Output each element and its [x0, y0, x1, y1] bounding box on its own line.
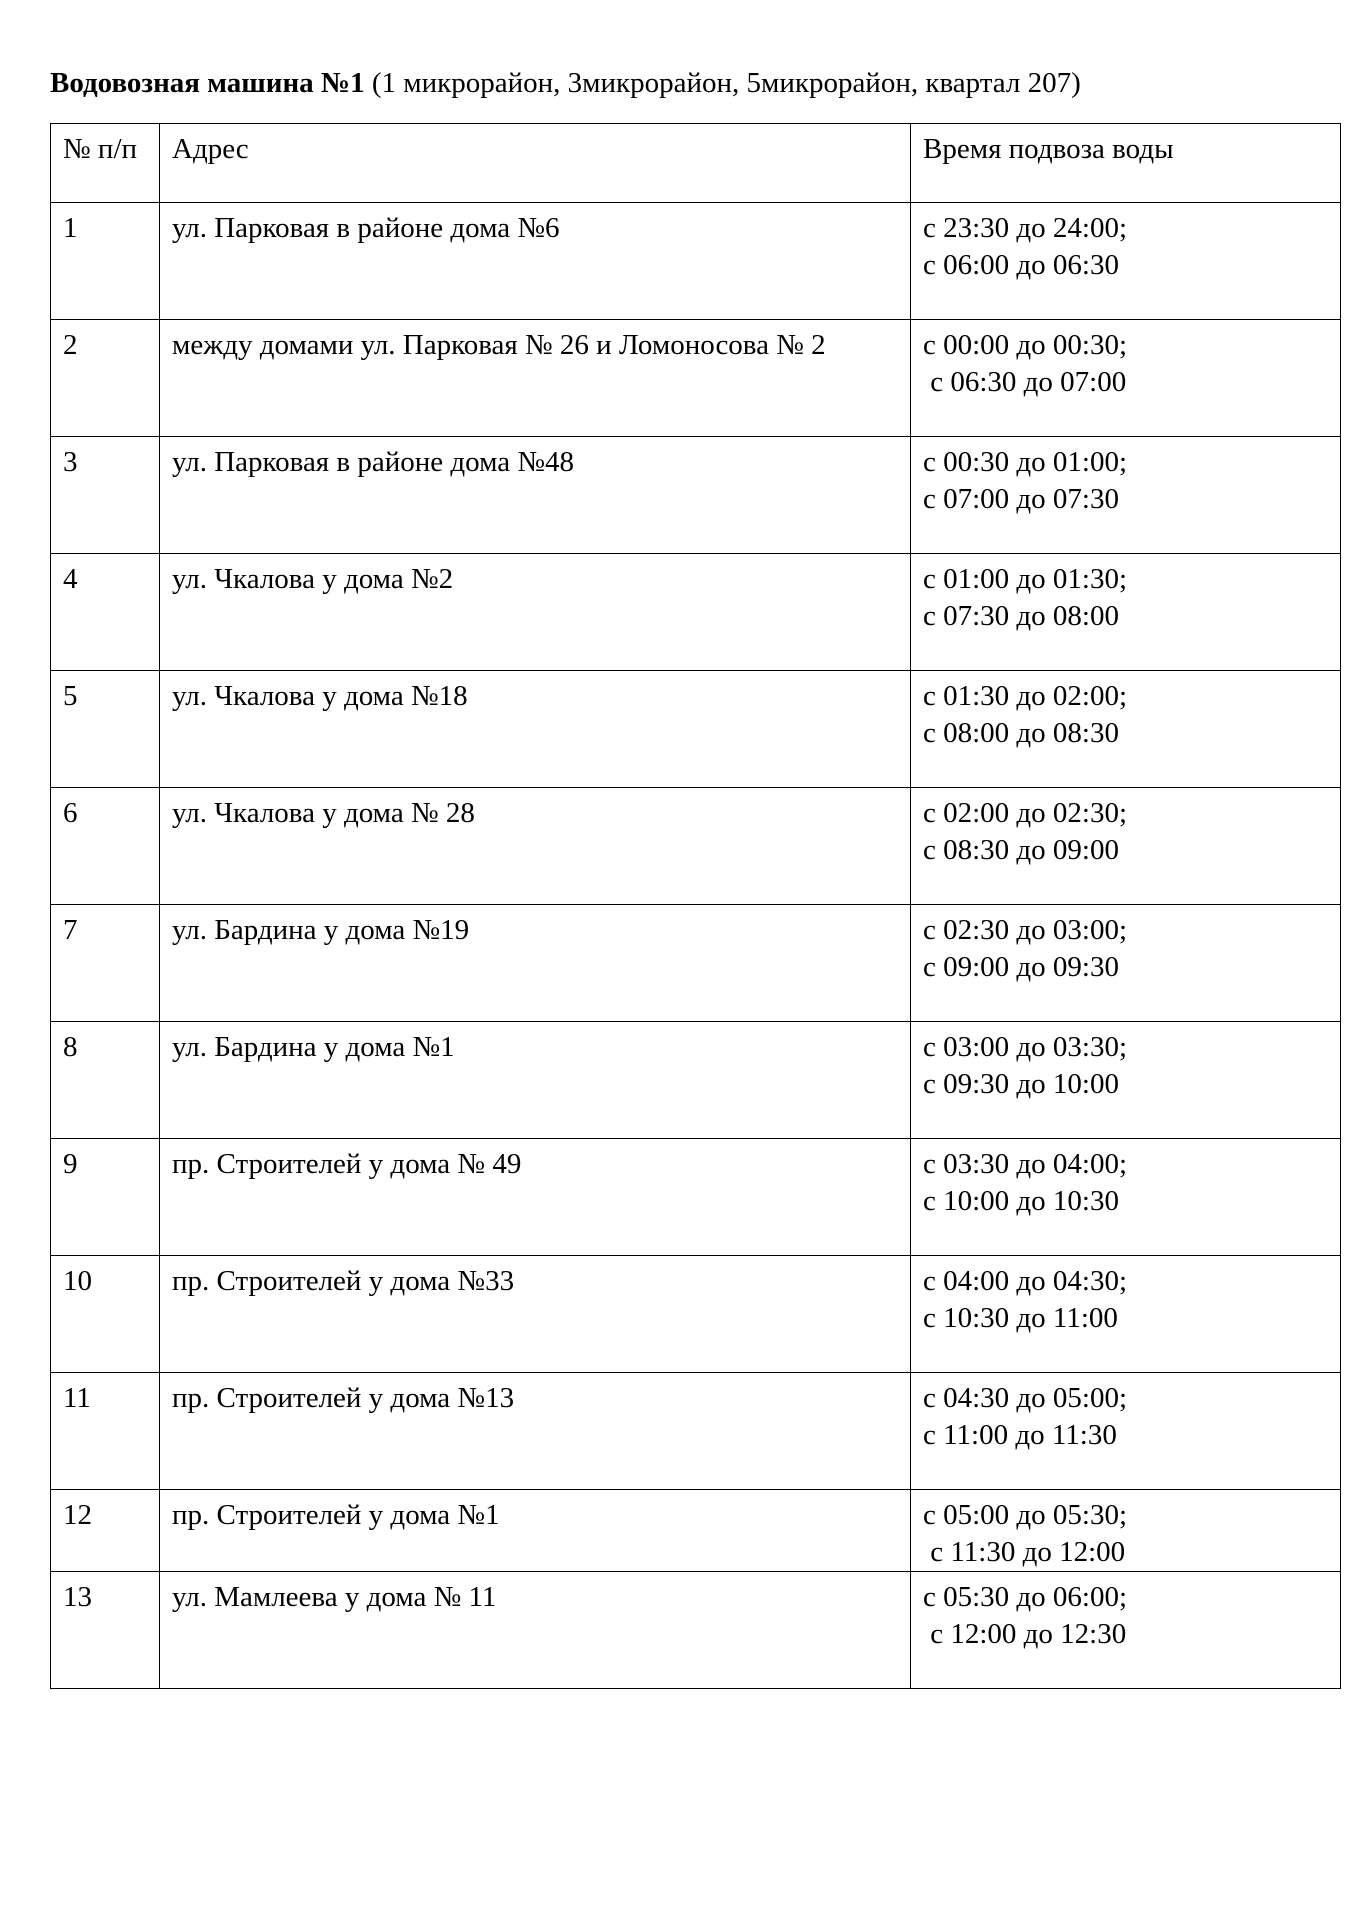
time-slot: с 00:30 до 01:00; — [923, 446, 1128, 478]
time-slot: с 05:00 до 05:30; — [923, 1499, 1128, 1531]
table-row — [51, 1572, 1341, 1689]
table-row — [51, 320, 1341, 437]
heading-districts: (1 микрорайон, 3микрорайон, 5микрорайон, квартал 207) — [364, 67, 1081, 99]
row-address: ул. Бардина у дома №19 — [160, 905, 911, 1022]
time-slot: с 10:00 до 10:30 — [923, 1185, 1119, 1217]
row-number: 5 — [51, 671, 160, 788]
row-address: ул. Парковая в районе дома №48 — [160, 437, 911, 554]
row-number: 10 — [51, 1256, 160, 1373]
time-slot: с 02:00 до 02:30; — [923, 797, 1128, 829]
time-slot: с 09:30 до 10:00 — [923, 1068, 1119, 1100]
table-row — [51, 1256, 1341, 1373]
table-row — [51, 1139, 1341, 1256]
time-slot: с 04:30 до 05:00; — [923, 1382, 1128, 1414]
row-number: 13 — [51, 1572, 160, 1689]
row-address: пр. Строителей у дома №1 — [160, 1490, 911, 1572]
row-number: 6 — [51, 788, 160, 905]
time-slot: с 12:00 до 12:30 — [923, 1618, 1127, 1650]
time-slot: с 02:30 до 03:00; — [923, 914, 1128, 946]
heading-truck-name: Водовозная машина №1 — [50, 67, 365, 99]
row-number: 4 — [51, 554, 160, 671]
table-row — [51, 203, 1341, 320]
table-row — [51, 1373, 1341, 1490]
time-slot: с 08:00 до 08:30 — [923, 717, 1119, 749]
row-delivery-time — [911, 1139, 1341, 1256]
header-address: Адрес — [160, 124, 911, 203]
table-row — [51, 1490, 1341, 1572]
row-number: 8 — [51, 1022, 160, 1139]
row-delivery-time — [911, 554, 1341, 671]
time-slot: с 06:00 до 06:30 — [923, 249, 1119, 281]
row-number: 12 — [51, 1490, 160, 1572]
row-address: пр. Строителей у дома №13 — [160, 1373, 911, 1490]
table-row — [51, 437, 1341, 554]
time-slot: с 00:00 до 00:30; — [923, 329, 1128, 361]
table-header-row — [51, 124, 1341, 203]
table-row — [51, 671, 1341, 788]
row-delivery-time — [911, 788, 1341, 905]
time-slot: с 07:00 до 07:30 — [923, 483, 1119, 515]
time-slot: с 10:30 до 11:00 — [923, 1302, 1118, 1334]
time-slot: с 09:00 до 09:30 — [923, 951, 1119, 983]
time-slot: с 07:30 до 08:00 — [923, 600, 1119, 632]
table-row — [51, 1022, 1341, 1139]
row-delivery-time — [911, 1373, 1341, 1490]
time-slot: с 03:00 до 03:30; — [923, 1031, 1128, 1063]
table-row — [51, 905, 1341, 1022]
row-delivery-time — [911, 1490, 1341, 1572]
row-delivery-time — [911, 437, 1341, 554]
row-delivery-time — [911, 203, 1341, 320]
row-number: 2 — [51, 320, 160, 437]
row-address: ул. Чкалова у дома №18 — [160, 671, 911, 788]
time-slot: с 11:30 до 12:00 — [923, 1536, 1126, 1568]
row-address: ул. Чкалова у дома № 28 — [160, 788, 911, 905]
row-number: 9 — [51, 1139, 160, 1256]
row-address: пр. Строителей у дома № 49 — [160, 1139, 911, 1256]
time-slot: с 06:30 до 07:00 — [923, 366, 1127, 398]
row-delivery-time — [911, 1256, 1341, 1373]
row-delivery-time — [911, 1022, 1341, 1139]
row-address: ул. Мамлеева у дома № 11 — [160, 1572, 911, 1689]
row-delivery-time — [911, 1572, 1341, 1689]
row-number: 7 — [51, 905, 160, 1022]
time-slot: с 05:30 до 06:00; — [923, 1581, 1128, 1613]
time-slot: с 03:30 до 04:00; — [923, 1148, 1128, 1180]
header-number: № п/п — [51, 124, 160, 203]
time-slot: с 11:00 до 11:30 — [923, 1419, 1117, 1451]
row-number: 1 — [51, 203, 160, 320]
row-delivery-time — [911, 671, 1341, 788]
table-row — [51, 554, 1341, 671]
row-address: пр. Строителей у дома №33 — [160, 1256, 911, 1373]
table-row — [51, 788, 1341, 905]
document-heading — [50, 66, 1081, 100]
row-number: 11 — [51, 1373, 160, 1490]
time-slot: с 04:00 до 04:30; — [923, 1265, 1128, 1297]
row-address: между домами ул. Парковая № 26 и Ломоносова № 2 — [160, 320, 911, 437]
row-delivery-time — [911, 320, 1341, 437]
time-slot: с 01:00 до 01:30; — [923, 563, 1128, 595]
time-slot: с 23:30 до 24:00; — [923, 212, 1128, 244]
row-address: ул. Парковая в районе дома №6 — [160, 203, 911, 320]
row-number: 3 — [51, 437, 160, 554]
water-delivery-schedule-table — [50, 123, 1341, 1689]
row-address: ул. Бардина у дома №1 — [160, 1022, 911, 1139]
row-address: ул. Чкалова у дома №2 — [160, 554, 911, 671]
row-delivery-time — [911, 905, 1341, 1022]
time-slot: с 01:30 до 02:00; — [923, 680, 1128, 712]
time-slot: с 08:30 до 09:00 — [923, 834, 1119, 866]
header-delivery-time: Время подвоза воды — [911, 124, 1341, 203]
